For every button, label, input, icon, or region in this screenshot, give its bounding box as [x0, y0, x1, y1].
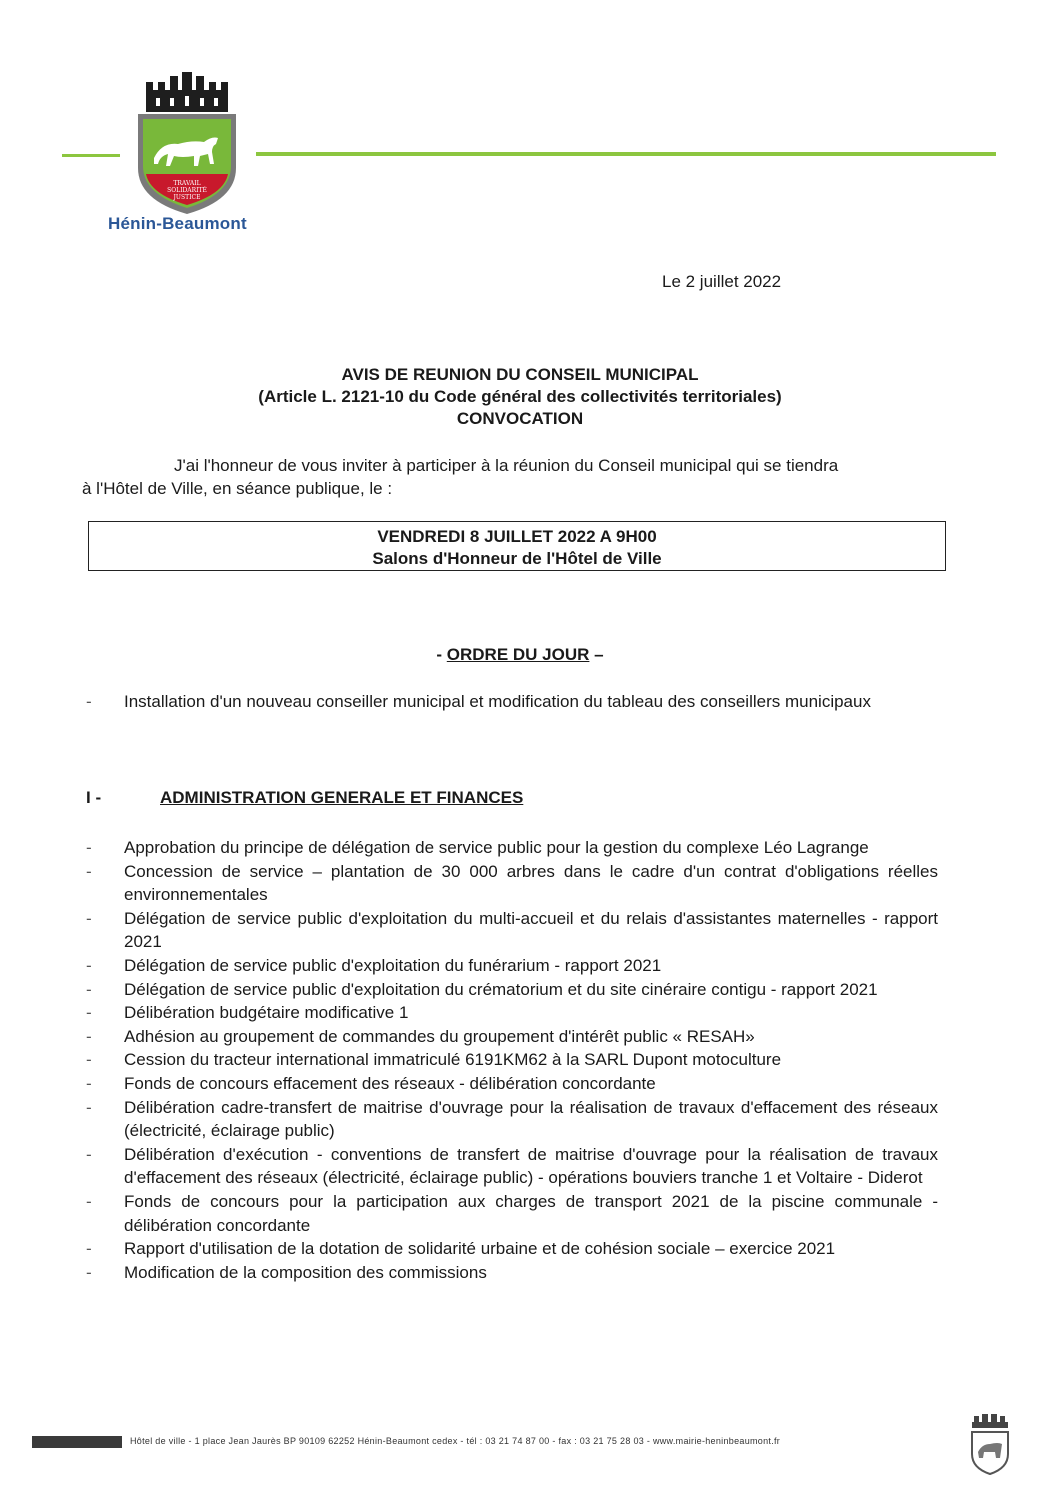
agenda-item [82, 1190, 938, 1237]
agenda-item-text: Approbation du principe de délégation de service public pour la gestion du complexe Léo Lagrange [124, 838, 869, 857]
bullet-dash: - [86, 1026, 92, 1046]
agenda-item-text: Délibération cadre-transfert de maitrise d'ouvrage pour la réalisation de travaux d'effacement des réseaux (électricité, éclairage public) [124, 1097, 938, 1141]
meeting-details-box [88, 521, 946, 571]
agenda-item [82, 836, 938, 860]
agenda-item-text: Installation d'un nouveau conseiller municipal et modification du tableau des conseillers municipaux [124, 692, 871, 711]
agenda-item [82, 1025, 938, 1049]
intro-line-2: à l'Hôtel de Ville, en séance publique, le : [82, 479, 393, 498]
bullet-dash: - [86, 1239, 92, 1259]
letter-date: Le 2 juillet 2022 [662, 272, 782, 291]
title-line-3: CONVOCATION [456, 409, 584, 428]
bullet-dash: - [86, 1003, 92, 1023]
agenda-item-text: Adhésion au groupement de commandes du groupement d'intérêt public « RESAH» [124, 1026, 755, 1046]
title-line-2: (Article L. 2121-10 du Code général des collectivités territoriales) [258, 387, 782, 406]
agenda-heading-title: ORDRE DU JOUR [446, 645, 590, 664]
section-number: I - [86, 788, 102, 807]
agenda-item-text: Délégation de service public d'exploitation du funérarium - rapport 2021 [124, 955, 662, 975]
footer-bar [32, 1436, 122, 1448]
section-agenda-list [82, 836, 938, 1284]
notice-title [150, 364, 890, 430]
agenda-item-text: Fonds de concours effacement des réseaux - délibération concordante [124, 1073, 656, 1093]
agenda-item [82, 1261, 938, 1285]
invitation-paragraph [82, 454, 940, 500]
svg-text:JUSTICE: JUSTICE [173, 194, 201, 201]
agenda-item [82, 1001, 938, 1025]
agenda-item-text: Délibération budgétaire modificative 1 [124, 1003, 409, 1023]
agenda-item-text: Cession du tracteur international immatriculé 6191KM62 à la SARL Dupont motoculture [124, 1050, 782, 1070]
agenda-heading-prefix: - [436, 645, 447, 664]
bullet-dash: - [86, 1262, 92, 1282]
agenda-item-text: Délibération d'exécution - conventions de transfert de maitrise d'ouvrage pour la réalisation de travaux d'effacement des réseaux (électricité, éclairage public) - opérations bouviers tranche 1 et Voltaire - Diderot [124, 1144, 938, 1188]
agenda-item [82, 954, 938, 978]
svg-text:TRAVAIL: TRAVAIL [173, 180, 201, 187]
agenda-item [82, 690, 938, 714]
bullet-dash: - [86, 861, 92, 881]
agenda-item-text: Rapport d'utilisation de la dotation de solidarité urbaine et de cohésion sociale – exercice 2021 [124, 1239, 836, 1259]
header-rule-left [62, 154, 120, 157]
bullet-dash: - [86, 955, 92, 975]
agenda-item [82, 1048, 938, 1072]
agenda-item-text: Concession de service – plantation de 30 000 arbres dans le cadre d'un contrat d'obligations réelles environnementales [124, 861, 938, 905]
bullet-dash: - [86, 1097, 92, 1117]
agenda-item [82, 978, 938, 1002]
city-name-logotype: Hénin-Beaumont [108, 214, 247, 233]
agenda-item [82, 907, 938, 954]
title-line-1: AVIS DE REUNION DU CONSEIL MUNICIPAL [341, 365, 699, 384]
bullet-dash: - [86, 692, 92, 711]
agenda-item [82, 860, 938, 907]
agenda-item [82, 1096, 938, 1143]
footer-address: Hôtel de ville - 1 place Jean Jaurès BP 90109 62252 Hénin-Beaumont cedex - tél : 03 21 74 87 00 - fax : 03 21 75 28 03 - www.mairie-heninbeaumont.fr [130, 1436, 781, 1446]
meeting-datetime: VENDREDI 8 JUILLET 2022 A 9H00 [377, 527, 657, 546]
bullet-dash: - [86, 1144, 92, 1164]
bullet-dash: - [86, 979, 92, 999]
agenda-item-text: Fonds de concours pour la participation aux charges de transport 2021 de la piscine communale - délibération concordante [124, 1191, 938, 1235]
agenda-item [82, 1237, 938, 1261]
agenda-item [82, 1072, 938, 1096]
section-title: ADMINISTRATION GENERALE ET FINANCES [160, 788, 524, 807]
intro-line-1: J'ai l'honneur de vous inviter à participer à la réunion du Conseil municipal qui se tiendra [174, 456, 839, 475]
agenda-item-text: Délégation de service public d'exploitation du multi-accueil et du relais d'assistantes maternelles - rapport 2021 [124, 908, 938, 952]
agenda-heading-suffix: – [589, 645, 604, 664]
header-rule-right [256, 152, 996, 156]
footer-crest-icon [968, 1414, 1012, 1476]
city-crest-logo [132, 68, 242, 218]
agenda-item [82, 1143, 938, 1190]
agenda-item-text: Délégation de service public d'exploitation du crématorium et du site cinéraire contigu - rapport 2021 [124, 979, 878, 999]
bullet-dash: - [86, 1050, 92, 1070]
bullet-dash: - [86, 838, 92, 857]
preliminary-agenda-list [82, 690, 938, 714]
svg-text:SOLIDARITÉ: SOLIDARITÉ [167, 187, 207, 194]
bullet-dash: - [86, 908, 92, 928]
meeting-place: Salons d'Honneur de l'Hôtel de Ville [372, 549, 662, 568]
agenda-item-text: Modification de la composition des commissions [124, 1262, 487, 1282]
bullet-dash: - [86, 1191, 92, 1211]
agenda-heading [0, 645, 1040, 665]
bullet-dash: - [86, 1073, 92, 1093]
